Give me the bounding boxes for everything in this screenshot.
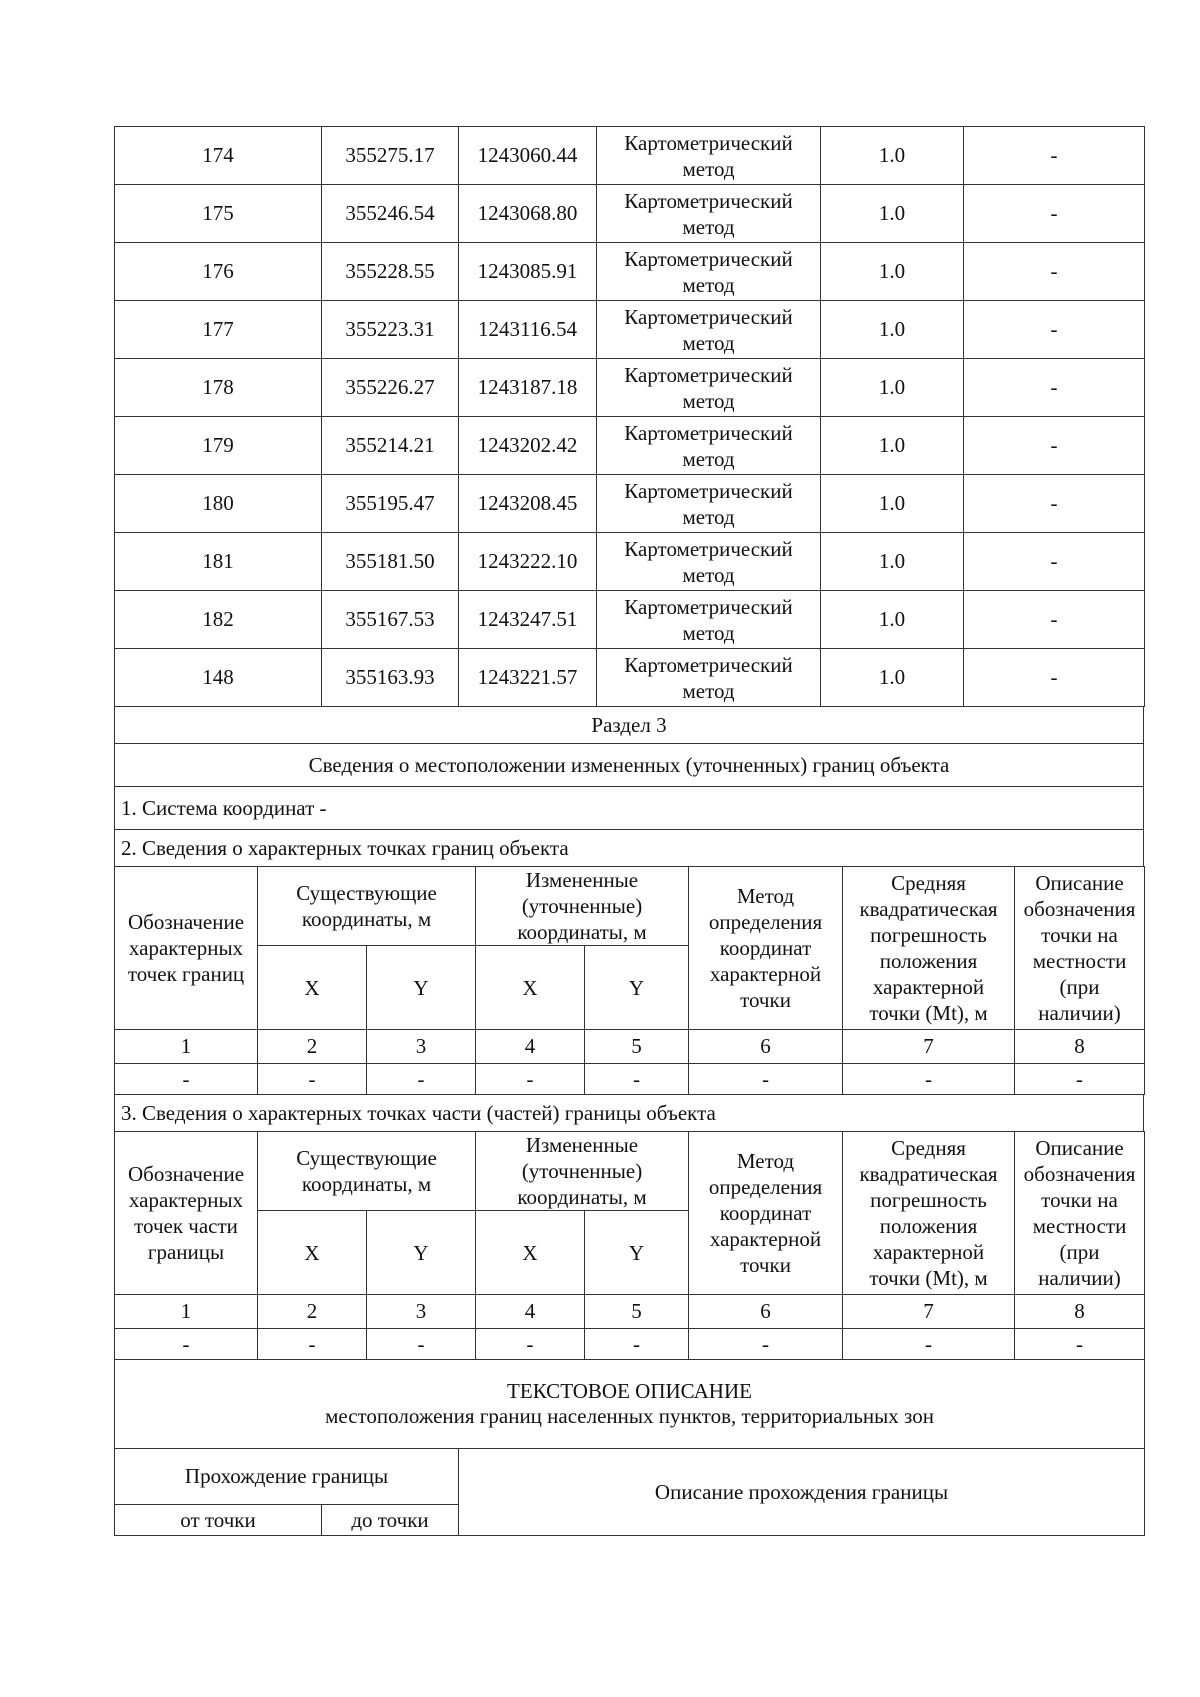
header-accuracy: Средняя квадратическая погрешность положения характерной точки (Mt), м (843, 867, 1015, 1030)
header-description: Описание обозначения точки на местности (при наличии) (1015, 867, 1145, 1030)
method-cell: Картометрический метод (597, 301, 821, 359)
header-x-existing: X (258, 1211, 367, 1295)
point-id-cell: 174 (115, 127, 322, 185)
coord-x-cell: 355223.31 (322, 301, 459, 359)
text-description-table (114, 1359, 1145, 1536)
empty-cell: - (1015, 1064, 1145, 1095)
points-table-body (115, 127, 1145, 707)
table-row (115, 359, 1145, 417)
table-row (115, 649, 1145, 707)
description-cell: - (964, 301, 1145, 359)
coord-x-cell: 355226.27 (322, 359, 459, 417)
accuracy-cell: 1.0 (821, 127, 964, 185)
column-number-cell: 5 (585, 1030, 689, 1064)
header-x-changed: X (476, 946, 585, 1030)
empty-cell: - (258, 1064, 367, 1095)
header-y-existing: Y (367, 1211, 476, 1295)
empty-cell: - (585, 1064, 689, 1095)
empty-cell: - (689, 1329, 843, 1360)
part3-title: 3. Сведения о характерных точках части (частей) границы объекта (115, 1095, 1144, 1132)
header-method: Метод определения координат характерной точки (689, 1132, 843, 1295)
section3-header (114, 706, 1144, 867)
point-id-cell: 177 (115, 301, 322, 359)
text-description-title: ТЕКСТОВОЕ ОПИСАНИЕ (507, 1379, 752, 1403)
accuracy-cell: 1.0 (821, 301, 964, 359)
points-table (114, 126, 1145, 707)
header-accuracy: Средняя квадратическая погрешность положения характерной точки (Mt), м (843, 1132, 1015, 1295)
description-cell: - (964, 591, 1145, 649)
empty-cell: - (843, 1064, 1015, 1095)
description-cell: - (964, 359, 1145, 417)
column-number-cell: 7 (843, 1295, 1015, 1329)
column-number-cell: 1 (115, 1295, 258, 1329)
coord-system: 1. Система координат - (115, 787, 1144, 830)
header-changed: Измененные (уточненные) координаты, м (476, 1132, 689, 1211)
empty-cell: - (367, 1329, 476, 1360)
text-description-subtitle: местоположения границ населенных пунктов, территориальных зон (325, 1404, 934, 1428)
column-numbers-row (115, 1295, 1145, 1329)
coord-y-cell: 1243085.91 (459, 243, 597, 301)
coord-y-cell: 1243202.42 (459, 417, 597, 475)
method-cell: Картометрический метод (597, 127, 821, 185)
description-cell: - (964, 417, 1145, 475)
coord-x-cell: 355214.21 (322, 417, 459, 475)
border-points-table (114, 866, 1145, 1095)
point-id-cell: 178 (115, 359, 322, 417)
column-number-cell: 7 (843, 1030, 1015, 1064)
accuracy-cell: 1.0 (821, 533, 964, 591)
empty-cell: - (1015, 1329, 1145, 1360)
empty-cell: - (689, 1064, 843, 1095)
accuracy-cell: 1.0 (821, 185, 964, 243)
empty-cell: - (367, 1064, 476, 1095)
accuracy-cell: 1.0 (821, 475, 964, 533)
point-id-cell: 179 (115, 417, 322, 475)
method-cell: Картометрический метод (597, 417, 821, 475)
table-row (115, 417, 1145, 475)
table-row (115, 475, 1145, 533)
coord-y-cell: 1243068.80 (459, 185, 597, 243)
coord-y-cell: 1243221.57 (459, 649, 597, 707)
header-designation: Обозначение характерных точек границ (115, 867, 258, 1030)
table-row (115, 591, 1145, 649)
column-number-cell: 3 (367, 1295, 476, 1329)
point-id-cell: 182 (115, 591, 322, 649)
column-number-cell: 8 (1015, 1295, 1145, 1329)
section-subtitle: Сведения о местоположении измененных (уточненных) границ объекта (115, 744, 1144, 787)
column-number-cell: 4 (476, 1030, 585, 1064)
document-page (114, 126, 1144, 1536)
header-y-existing: Y (367, 946, 476, 1030)
description-cell: - (964, 533, 1145, 591)
description-cell: - (964, 127, 1145, 185)
table-row (115, 185, 1145, 243)
point-id-cell: 181 (115, 533, 322, 591)
part2-title: 2. Сведения о характерных точках границ объекта (115, 830, 1144, 867)
coord-y-cell: 1243247.51 (459, 591, 597, 649)
coord-x-cell: 355163.93 (322, 649, 459, 707)
header-y-changed: Y (585, 1211, 689, 1295)
text-description-heading (115, 1360, 1145, 1449)
method-cell: Картометрический метод (597, 591, 821, 649)
accuracy-cell: 1.0 (821, 359, 964, 417)
coord-y-cell: 1243060.44 (459, 127, 597, 185)
table-row (115, 243, 1145, 301)
column-number-cell: 6 (689, 1030, 843, 1064)
part3-header (114, 1094, 1144, 1132)
part-points-table (114, 1131, 1145, 1360)
empty-cell: - (476, 1329, 585, 1360)
method-cell: Картометрический метод (597, 243, 821, 301)
coord-y-cell: 1243187.18 (459, 359, 597, 417)
column-numbers-row (115, 1030, 1145, 1064)
empty-cell: - (115, 1064, 258, 1095)
point-id-cell: 176 (115, 243, 322, 301)
column-number-cell: 2 (258, 1030, 367, 1064)
accuracy-cell: 1.0 (821, 417, 964, 475)
header-method: Метод определения координат характерной точки (689, 867, 843, 1030)
method-cell: Картометрический метод (597, 359, 821, 417)
empty-cell: - (115, 1329, 258, 1360)
coord-x-cell: 355228.55 (322, 243, 459, 301)
column-number-cell: 5 (585, 1295, 689, 1329)
accuracy-cell: 1.0 (821, 591, 964, 649)
column-number-cell: 3 (367, 1030, 476, 1064)
column-number-cell: 6 (689, 1295, 843, 1329)
from-point-header: от точки (115, 1505, 322, 1536)
description-cell: - (964, 475, 1145, 533)
column-number-cell: 8 (1015, 1030, 1145, 1064)
empty-cell: - (476, 1064, 585, 1095)
column-number-cell: 4 (476, 1295, 585, 1329)
passage-description-header: Описание прохождения границы (459, 1449, 1145, 1536)
coord-x-cell: 355246.54 (322, 185, 459, 243)
coord-x-cell: 355181.50 (322, 533, 459, 591)
coord-y-cell: 1243116.54 (459, 301, 597, 359)
empty-cell: - (258, 1329, 367, 1360)
column-number-cell: 1 (115, 1030, 258, 1064)
header-description: Описание обозначения точки на местности (при наличии) (1015, 1132, 1145, 1295)
coord-x-cell: 355275.17 (322, 127, 459, 185)
point-id-cell: 180 (115, 475, 322, 533)
header-changed: Измененные (уточненные) координаты, м (476, 867, 689, 946)
description-cell: - (964, 185, 1145, 243)
table-row (115, 301, 1145, 359)
column-number-cell: 2 (258, 1295, 367, 1329)
header-designation-part: Обозначение характерных точек части границы (115, 1132, 258, 1295)
table-row (115, 127, 1145, 185)
accuracy-cell: 1.0 (821, 243, 964, 301)
section-title: Раздел 3 (115, 707, 1144, 744)
header-x-existing: X (258, 946, 367, 1030)
description-cell: - (964, 243, 1145, 301)
table-row (115, 533, 1145, 591)
coord-y-cell: 1243208.45 (459, 475, 597, 533)
header-x-changed: X (476, 1211, 585, 1295)
description-cell: - (964, 649, 1145, 707)
method-cell: Картометрический метод (597, 185, 821, 243)
point-id-cell: 175 (115, 185, 322, 243)
header-y-changed: Y (585, 946, 689, 1030)
method-cell: Картометрический метод (597, 533, 821, 591)
coord-y-cell: 1243222.10 (459, 533, 597, 591)
method-cell: Картометрический метод (597, 649, 821, 707)
empty-cell: - (585, 1329, 689, 1360)
passage-header: Прохождение границы (115, 1449, 459, 1505)
empty-cell: - (843, 1329, 1015, 1360)
header-existing: Существующие координаты, м (258, 867, 476, 946)
point-id-cell: 148 (115, 649, 322, 707)
coord-x-cell: 355195.47 (322, 475, 459, 533)
header-existing: Существующие координаты, м (258, 1132, 476, 1211)
coord-x-cell: 355167.53 (322, 591, 459, 649)
empty-data-row (115, 1329, 1145, 1360)
to-point-header: до точки (322, 1505, 459, 1536)
empty-data-row (115, 1064, 1145, 1095)
accuracy-cell: 1.0 (821, 649, 964, 707)
method-cell: Картометрический метод (597, 475, 821, 533)
